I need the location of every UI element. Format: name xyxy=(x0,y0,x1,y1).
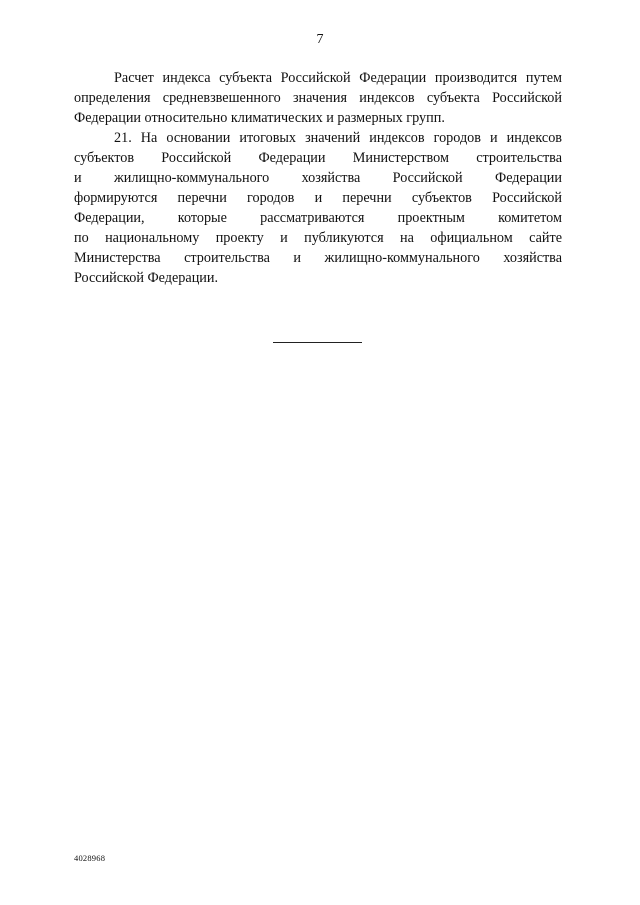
text-line: и жилищно-коммунального хозяйства Российской Федерации xyxy=(74,170,562,186)
text-line: по национальному проекту и публикуются на официальном сайте xyxy=(74,230,562,246)
paragraph-21 xyxy=(74,128,562,288)
text-line: формируются перечни городов и перечни субъектов Российской xyxy=(74,190,562,206)
text-line: Федерации относительно климатических и размерных групп. xyxy=(74,110,445,126)
page-number: 7 xyxy=(316,32,324,47)
text-line: субъектов Российской Федерации Министерством строительства xyxy=(74,150,562,166)
end-divider-line xyxy=(273,342,362,343)
text-line: Российской Федерации. xyxy=(74,270,219,286)
document-body xyxy=(74,68,562,288)
text-line: Министерства строительства и жилищно-коммунального хозяйства xyxy=(74,250,562,266)
text-line: 21. На основании итоговых значений индексов городов и индексов xyxy=(114,130,562,146)
text-line: Расчет индекса субъекта Российской Федерации производится путем xyxy=(114,70,562,86)
text-line: Федерации, которые рассматриваются проектным комитетом xyxy=(74,210,562,226)
document-code: 4028968 xyxy=(74,853,106,863)
text-line: определения средневзвешенного значения индексов субъекта Российской xyxy=(74,90,562,106)
paragraph-index-calculation xyxy=(74,68,562,128)
